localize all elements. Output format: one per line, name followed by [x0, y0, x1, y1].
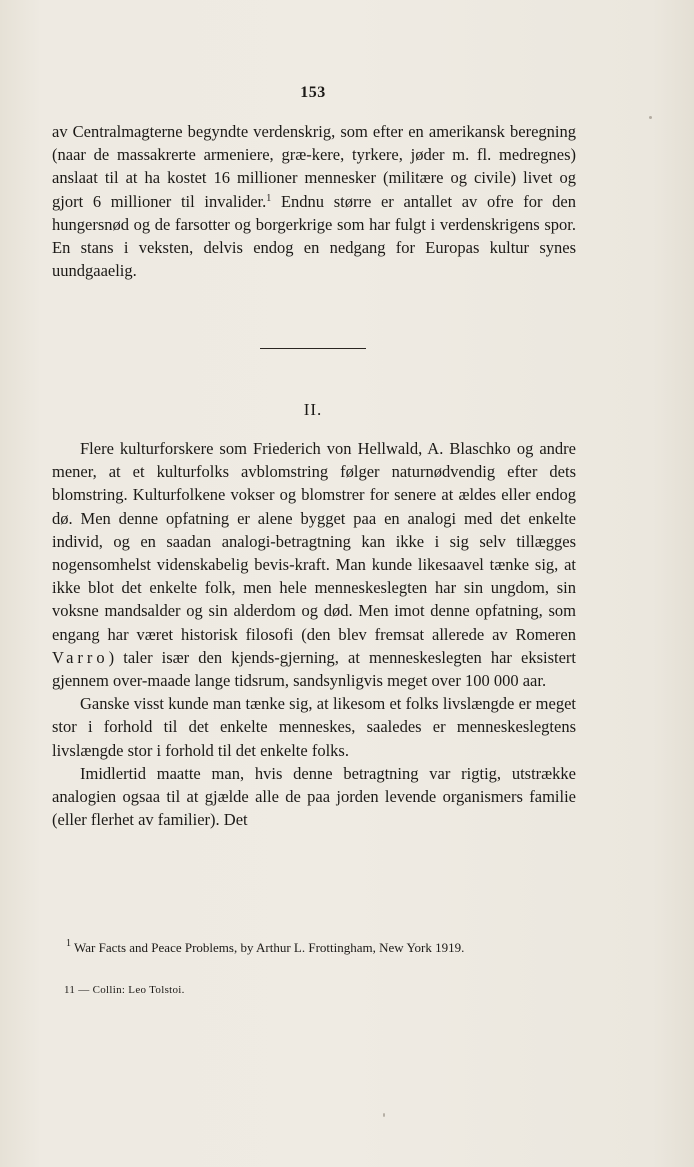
page-number: 153 [300, 84, 326, 101]
paragraph: Ganske visst kunde man tænke sig, at likesom et folks livslængde er meget stor i forhold til det enkelte menneskes, saaledes er menneskeslegtens livslængde stor i forhold til det enkelte folks. [52, 694, 576, 760]
printer-signature: 11 — Collin: Leo Tolstoi. [64, 984, 185, 996]
spaced-name: Varro [52, 647, 109, 667]
section-body [52, 437, 576, 831]
paragraph-text: av Centralmagterne begyndte verdenskrig, som efter en amerikansk beregning (naar de massakrerte armeniere, græ-kere, tyrkere, jøder m. fl. medregnes) anslaat til at ha kostet 16 millioner mennesker (militære og civile) livet og gjort 6 millioner til invalider. [52, 122, 576, 211]
footnote-reference: 1 [266, 192, 272, 204]
footnote-text: War Facts and Peace Problems, by Arthur L. Frottingham, New York 1919. [71, 940, 465, 955]
paragraph [52, 120, 576, 282]
paragraph [52, 437, 576, 692]
section-heading: II. [303, 400, 323, 419]
footnote [52, 938, 576, 957]
footnote-marker: 1 [66, 938, 71, 949]
section-divider [260, 348, 366, 349]
paper-speck [383, 1113, 385, 1117]
paper-speck [649, 116, 652, 119]
paragraph-text: ) taler især den kjends-gjerning, at menneskeslegten har eksistert gjennem over-maade lange tidsrum, sandsynligvis meget over 100 000 aar. [52, 647, 576, 691]
paragraph-text: Flere kulturforskere som Friederich von Hellwald, A. Blaschko og andre mener, at et kulturfolks avblomstring følger naturnødvendig efter dets blomstring. Kulturfolkene vokser og blomstrer for senere at ældes eller endog dø. Men denne opfatning er alene bygget paa en analogi med det enkelte individ, og en saadan analogi-betragtning kan ikke i sig selv tillægges nogensomhelst videnskabelig bevis-kraft. Man kunde likesaavel tænke sig, at ikke blot det enkelte folk, men hele menneskeslegten har sin ungdom, sin voksne mandsalder og sin alderdom og død. Men imot denne opfatning, som engang har været historisk filosofi (den blev fremsat allerede av Romeren [52, 439, 576, 644]
opening-paragraph [52, 120, 576, 282]
footnote-area [52, 938, 576, 957]
paragraph-text: Endnu større er antallet av ofre for den hungersnød og de farsotter og borgerkrige som har fulgt i verdenskrigens spor. En stans i veksten, delvis endog en nedgang for Europas kultur synes uundgaaelig. [52, 191, 576, 281]
paragraph: Imidlertid maatte man, hvis denne betragtning var rigtig, utstrække analogien ogsaa til at gjælde alle de paa jorden levende organismers familie (eller flerhet av familier). Det [52, 763, 576, 830]
